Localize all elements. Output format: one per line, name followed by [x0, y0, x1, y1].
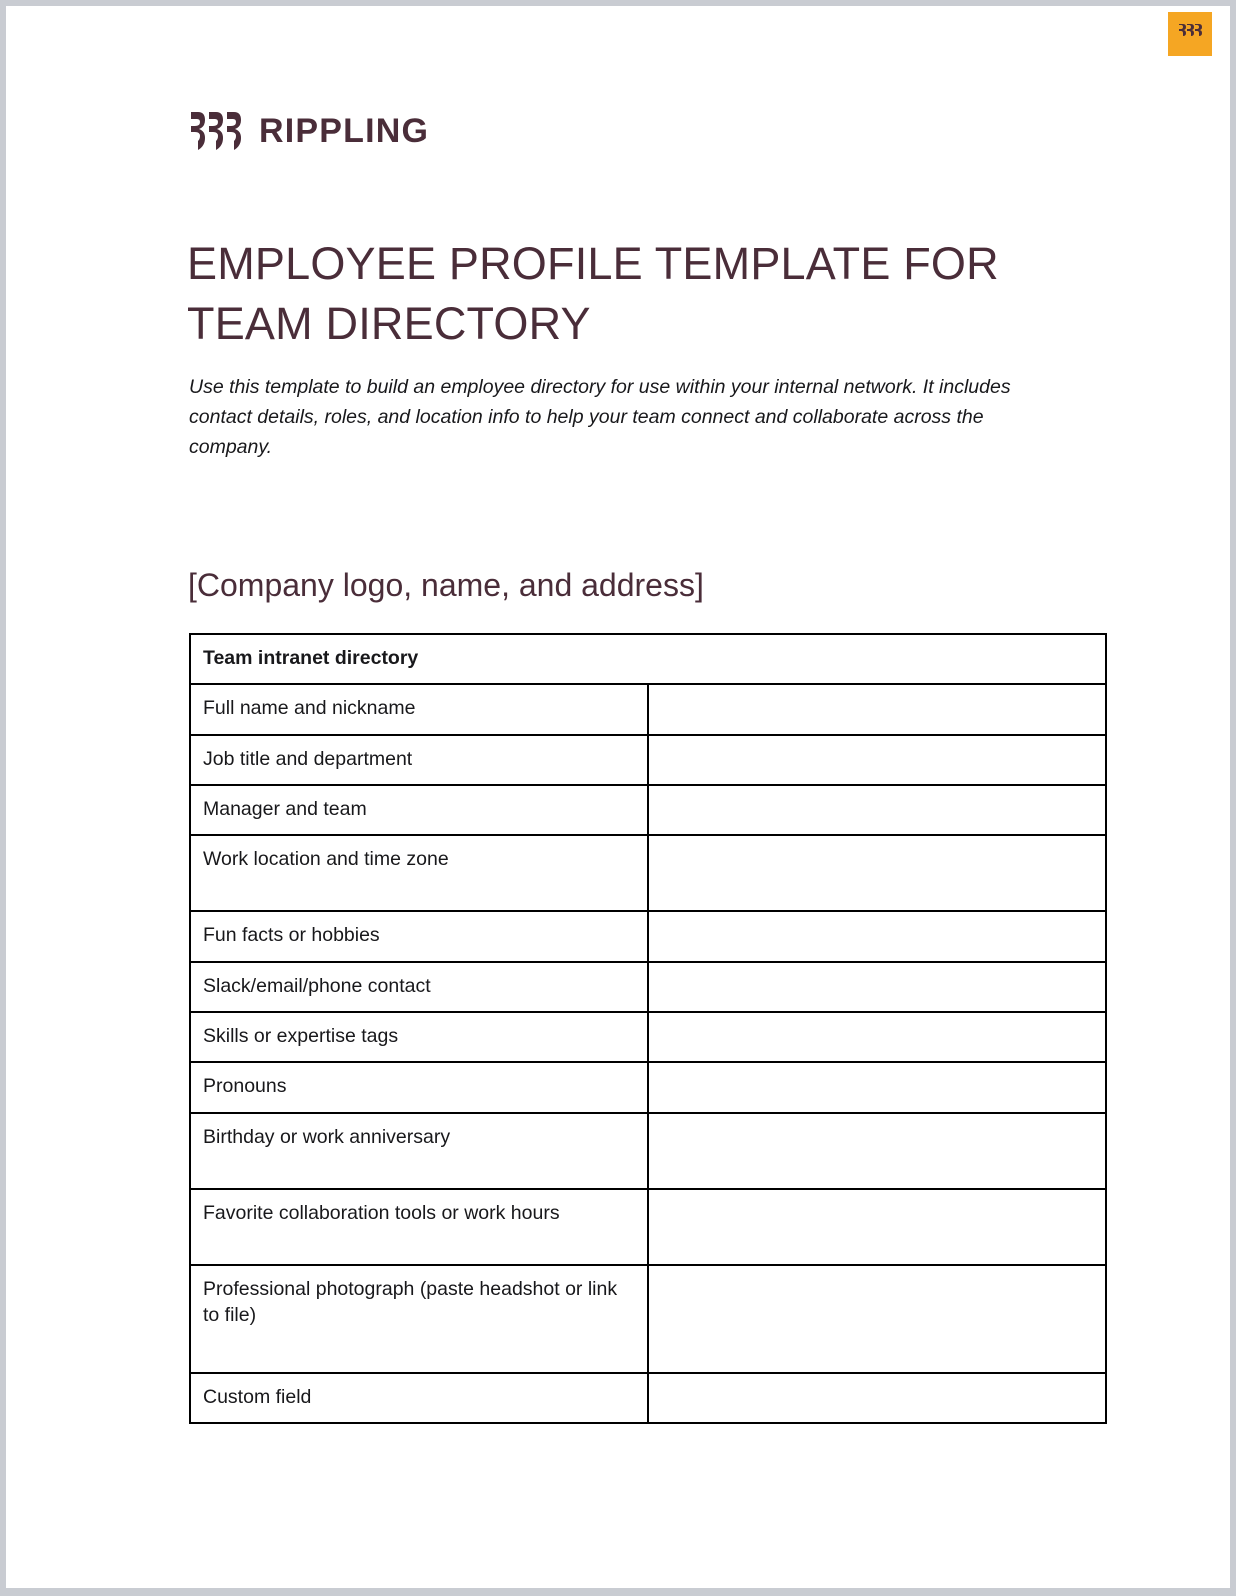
table-row: [190, 1113, 1106, 1189]
table-row: [190, 1265, 1106, 1373]
table-row: [190, 684, 1106, 734]
row-label: Pronouns: [190, 1062, 648, 1112]
table-row: [190, 835, 1106, 911]
row-value-input[interactable]: [648, 911, 1106, 961]
row-label: Slack/email/phone contact: [190, 962, 648, 1012]
table-row: [190, 735, 1106, 785]
row-label: Fun facts or hobbies: [190, 911, 648, 961]
rippling-corner-badge: [1168, 12, 1212, 56]
row-value-input[interactable]: [648, 735, 1106, 785]
row-value-input[interactable]: [648, 1113, 1106, 1189]
row-label: Work location and time zone: [190, 835, 648, 911]
row-label: Full name and nickname: [190, 684, 648, 734]
row-value-input[interactable]: [648, 684, 1106, 734]
row-label: Professional photograph (paste headshot or link to file): [190, 1265, 648, 1373]
section-heading-company-info: [Company logo, name, and address]: [188, 567, 704, 603]
table-row: [190, 1189, 1106, 1265]
row-label: Birthday or work anniversary: [190, 1113, 648, 1189]
table-row: [190, 1373, 1106, 1423]
row-label: Favorite collaboration tools or work hours: [190, 1189, 648, 1265]
row-label: Skills or expertise tags: [190, 1012, 648, 1062]
table-row: [190, 1012, 1106, 1062]
row-value-input[interactable]: [648, 1373, 1106, 1423]
table-header-label: Team intranet directory: [190, 634, 1106, 684]
row-value-input[interactable]: [648, 835, 1106, 911]
page-description: Use this template to build an employee directory for use within your internal network. It includes contact details, roles, and location info to help your team connect and collaborate across the company.: [189, 376, 1011, 459]
table-row: [190, 1062, 1106, 1112]
table-header-row: [190, 634, 1106, 684]
table-row: [190, 785, 1106, 835]
row-value-input[interactable]: [648, 1189, 1106, 1265]
row-label: Manager and team: [190, 785, 648, 835]
row-value-input[interactable]: [648, 1062, 1106, 1112]
row-label: Custom field: [190, 1373, 648, 1423]
rippling-wordmark: RIPPLING: [259, 112, 430, 150]
page-title: EMPLOYEE PROFILE TEMPLATE FOR TEAM DIRECTORY: [187, 238, 999, 349]
row-value-input[interactable]: [648, 785, 1106, 835]
row-value-input[interactable]: [648, 1265, 1106, 1373]
rippling-waves-icon: [1177, 22, 1203, 46]
table-row: [190, 911, 1106, 961]
row-value-input[interactable]: [648, 962, 1106, 1012]
table-row: [190, 962, 1106, 1012]
row-label: Job title and department: [190, 735, 648, 785]
row-value-input[interactable]: [648, 1012, 1106, 1062]
rippling-waves-icon: [189, 110, 243, 152]
rippling-logo-lockup: [189, 110, 429, 152]
team-intranet-directory-table: [189, 633, 1107, 1424]
page-sheet: [6, 6, 1230, 1588]
